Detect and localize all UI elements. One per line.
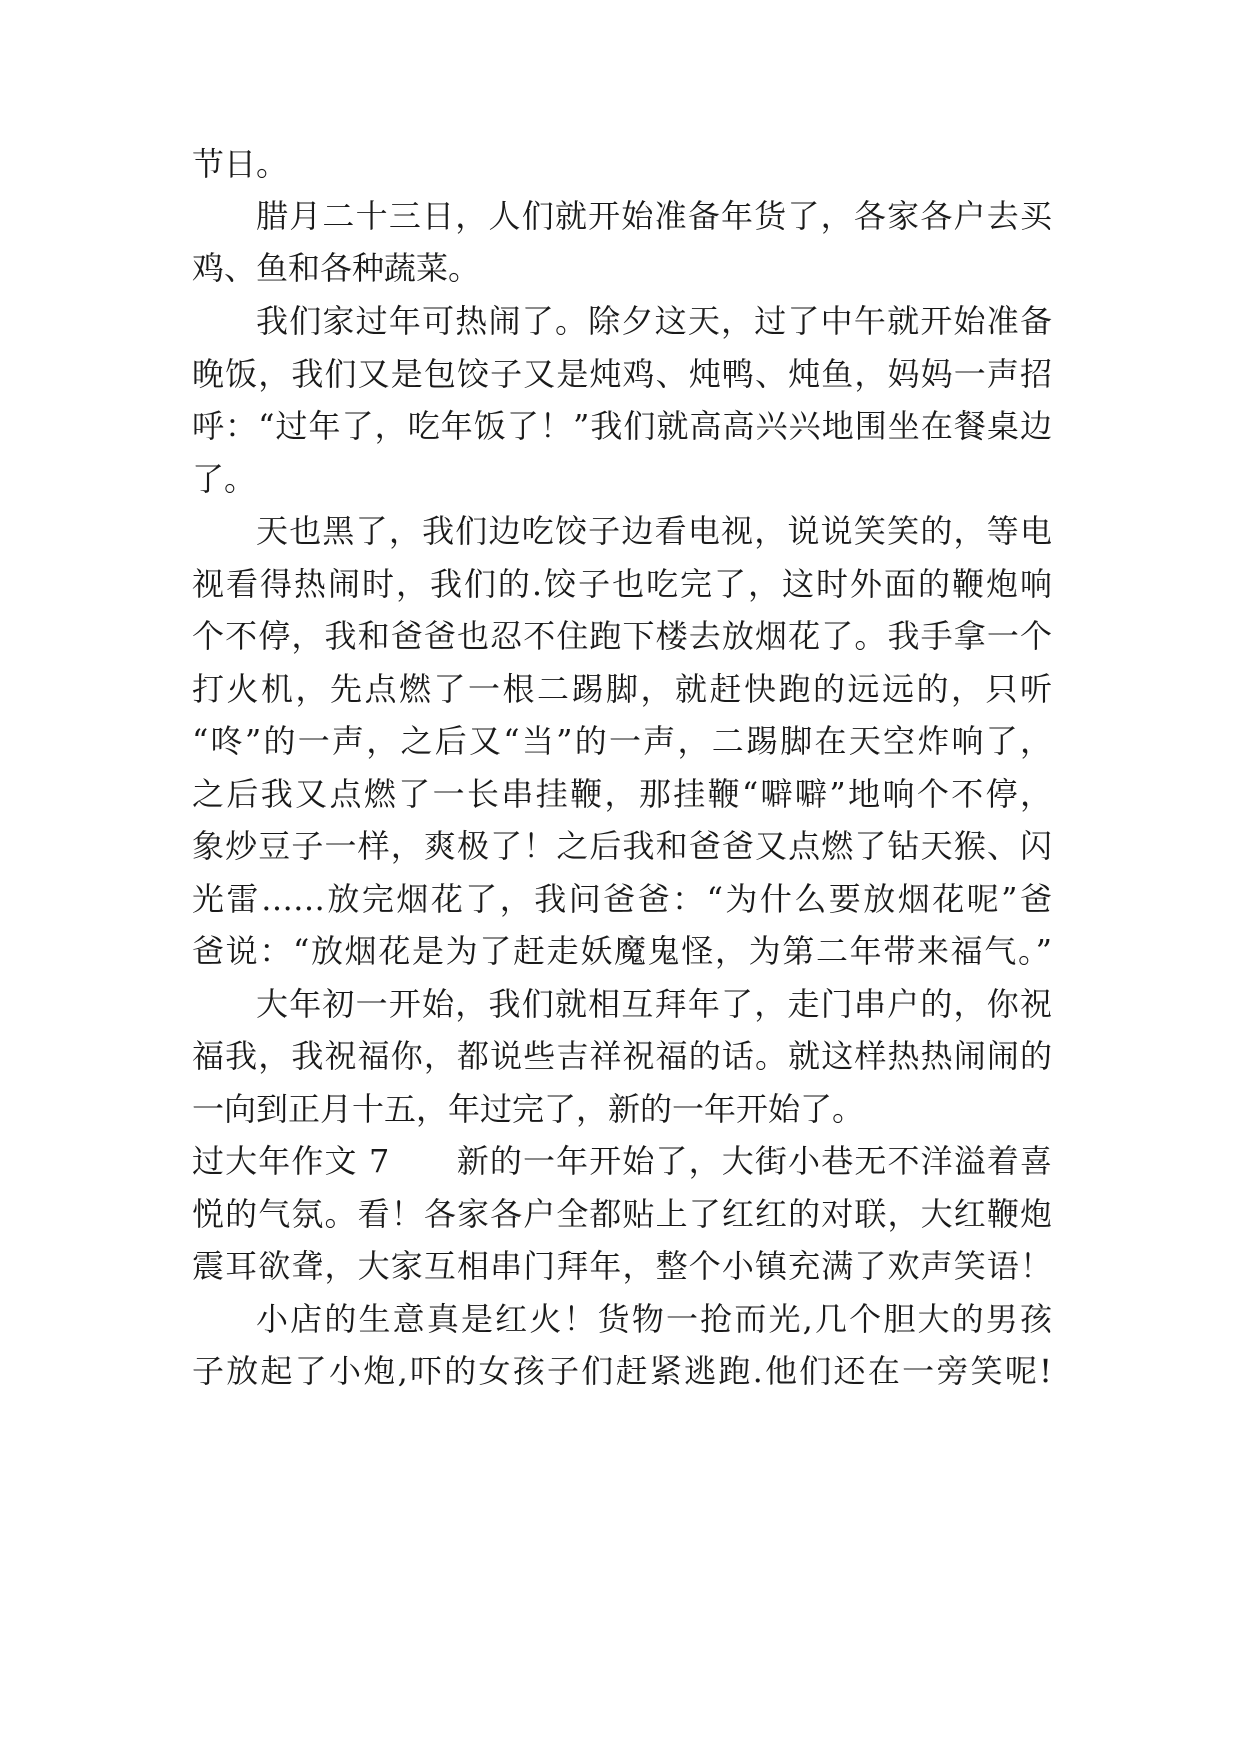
essay-heading-line: 过大年作文 7 新的一年开始了，大街小巷无不洋溢着喜 [192, 1142, 1052, 1180]
text-line: 个不停，我和爸爸也忍不住跑下楼去放烟花了。我手拿一个 [192, 617, 1052, 655]
text-line: 震耳欲聋，大家互相串门拜年，整个小镇充满了欢声笑语！ [192, 1247, 1052, 1285]
text-line: 子放起了小炮,吓的女孩子们赶紧逃跑.他们还在一旁笑呢! [192, 1352, 1052, 1390]
text-line: “咚”的一声，之后又“当”的一声，二踢脚在天空炸响了， [192, 722, 1052, 760]
text-line: 呼：“过年了，吃年饭了！”我们就高高兴兴地围坐在餐桌边 [192, 407, 1052, 445]
text-line: 晚饭，我们又是包饺子又是炖鸡、炖鸭、炖鱼，妈妈一声招 [192, 355, 1052, 393]
text-line: 爸说：“放烟花是为了赶走妖魔鬼怪，为第二年带来福气。” [192, 932, 1052, 970]
paragraph-first-line: 大年初一开始，我们就相互拜年了，走门串户的，你祝 [256, 985, 1052, 1023]
paragraph-first-line: 我们家过年可热闹了。除夕这天，过了中午就开始准备 [256, 302, 1052, 340]
text-line: 了。 [192, 460, 257, 498]
paragraph-first-line: 天也黑了，我们边吃饺子边看电视，说说笑笑的，等电 [256, 512, 1052, 550]
text-line: 悦的气氛。看！各家各户全都贴上了红红的对联，大红鞭炮 [192, 1195, 1052, 1233]
text-line: 象炒豆子一样，爽极了！之后我和爸爸又点燃了钻天猴、闪 [192, 827, 1052, 865]
paragraph-first-line: 腊月二十三日，人们就开始准备年货了，各家各户去买 [256, 197, 1052, 235]
paragraph-first-line: 小店的生意真是红火！货物一抢而光,几个胆大的男孩 [256, 1300, 1052, 1338]
text-line: 节日。 [192, 145, 289, 183]
text-line: 之后我又点燃了一长串挂鞭，那挂鞭“噼噼”地响个不停， [192, 775, 1052, 813]
text-line: 一向到正月十五，年过完了，新的一年开始了。 [192, 1090, 865, 1128]
text-line: 视看得热闹时，我们的.饺子也吃完了，这时外面的鞭炮响 [192, 565, 1052, 603]
text-line: 光雷……放完烟花了，我问爸爸：“为什么要放烟花呢”爸 [192, 880, 1052, 918]
text-line: 福我，我祝福你，都说些吉祥祝福的话。就这样热热闹闹的 [192, 1037, 1052, 1075]
text-line: 鸡、鱼和各种蔬菜。 [192, 249, 481, 287]
text-line: 打火机，先点燃了一根二踢脚，就赶快跑的远远的，只听 [192, 670, 1052, 708]
